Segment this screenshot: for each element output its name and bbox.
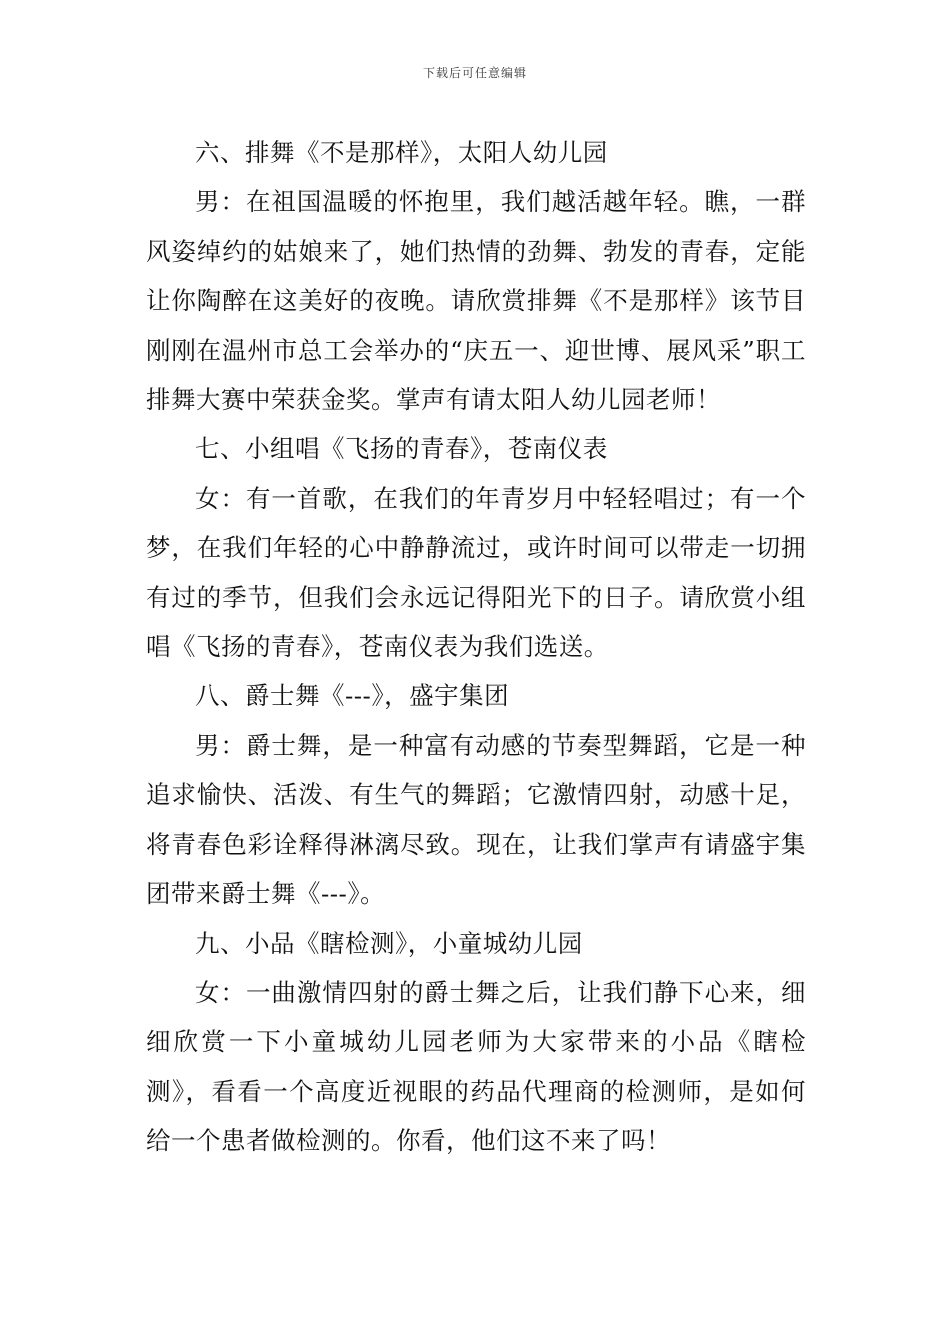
host-line-female-2: 女：一曲激情四射的爵士舞之后，让我们静下心来，细细欣赏一下小童城幼儿园老师为大家带来的小品《瞎检测》，看看一个高度近视眼的药品代理商的检测师，是如何给一个患者做检测的。你看，他们这不来了吗！ [146,977,806,1156]
host-line-male-2: 男：爵士舞，是一种富有动感的节奏型舞蹈，它是一种追求愉快、活泼、有生气的舞蹈；它激情四射，动感十足，将青春色彩诠释得淋漓尽致。现在，让我们掌声有请盛宇集团带来爵士舞《---》。 [146,730,806,909]
document-body [146,128,806,1166]
host-line-male-1: 男：在祖国温暖的怀抱里，我们越活越年轻。瞧，一群风姿绰约的姑娘来了，她们热情的劲舞、勃发的青春，定能让你陶醉在这美好的夜晚。请欣赏排舞《不是那样》该节目刚刚在温州市总工会举办的“庆五一、迎世博、展风采”职工排舞大赛中荣获金奖。掌声有请太阳人幼儿园老师！ [146,187,806,415]
section-heading-6: 六、排舞《不是那样》，太阳人幼儿园 [195,138,608,167]
host-line-female-1: 女：有一首歌，在我们的年青岁月中轻轻唱过；有一个梦，在我们年轻的心中静静流过，或许时间可以带走一切拥有过的季节，但我们会永远记得阳光下的日子。请欣赏小组唱《飞扬的青春》，苍南仪表为我们选送。 [146,483,806,662]
section-heading-9: 九、小品《瞎检测》，小童城幼儿园 [195,928,583,958]
page-header: 下载后可任意编辑 [422,66,527,80]
section-heading-8: 八、爵士舞《---》，盛宇集团 [195,681,510,711]
section-heading-7: 七、小组唱《飞扬的青春》，苍南仪表 [195,434,608,464]
